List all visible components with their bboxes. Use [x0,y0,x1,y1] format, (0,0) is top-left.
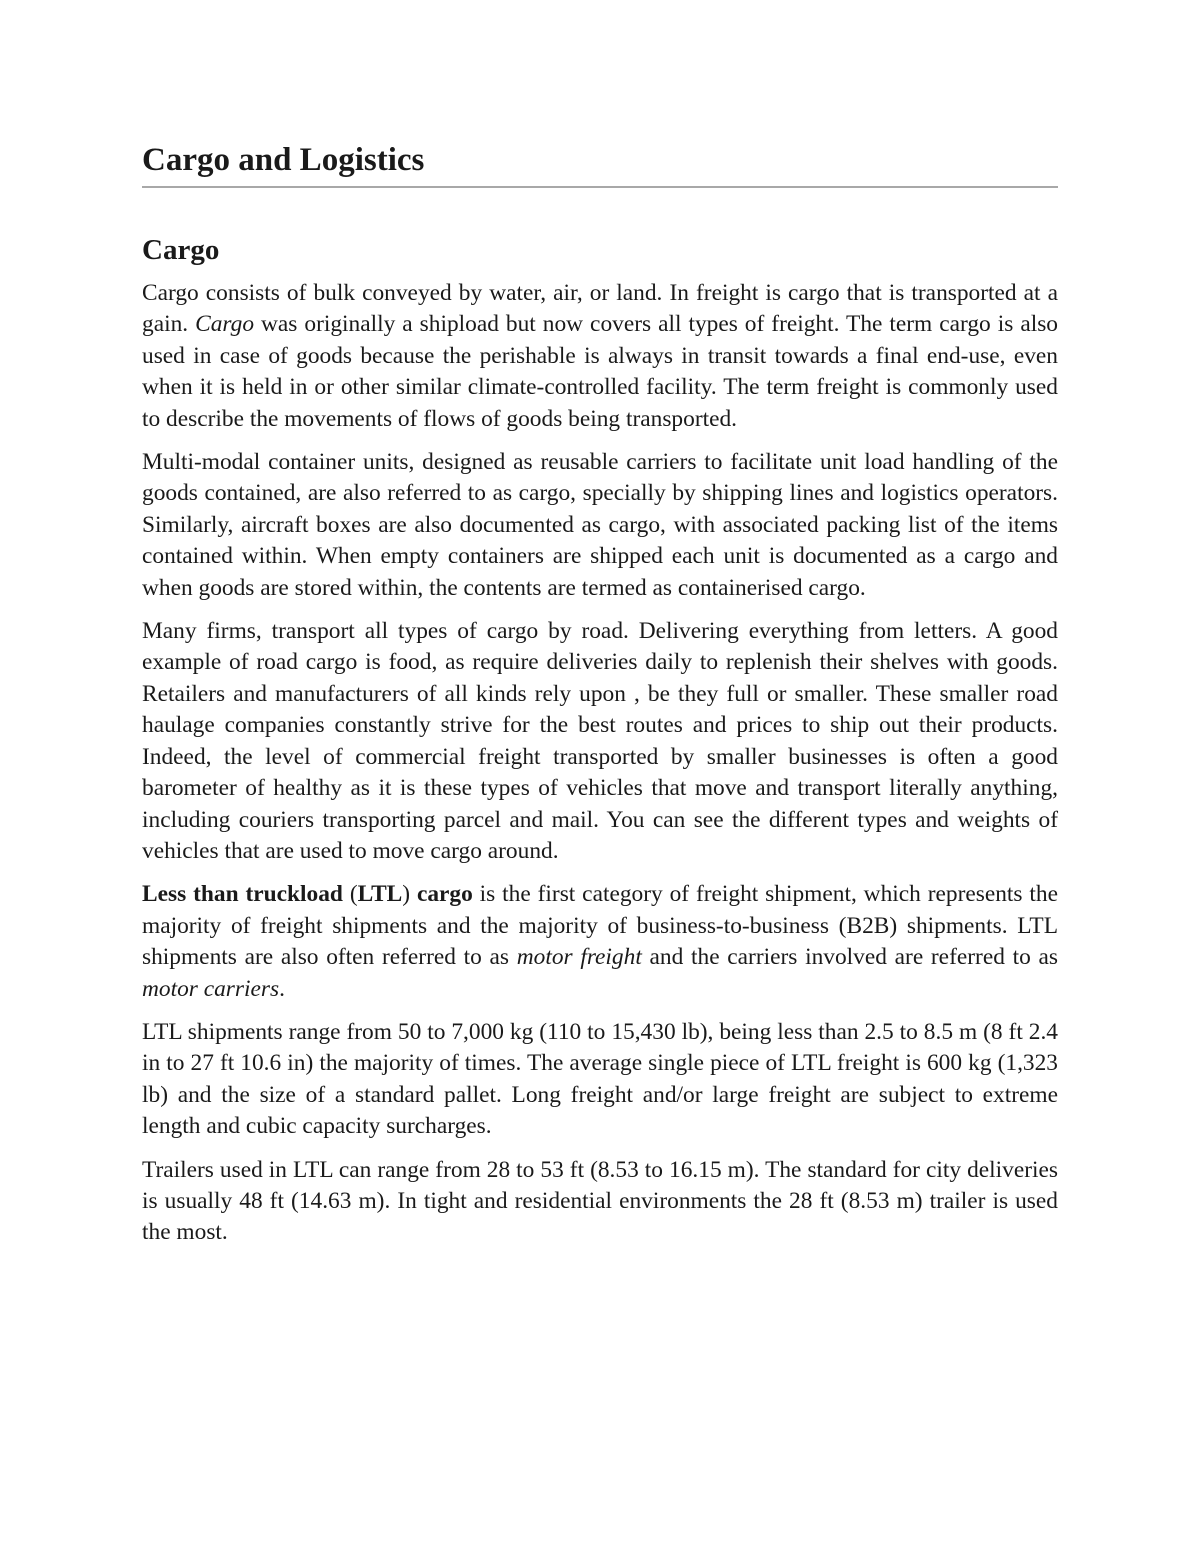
paragraph-ltl-trailers: Trailers used in LTL can range from 28 to 53 ft (8.53 to 16.15 m). The standard for city deliveries is usually 48 ft (14.63 m). In tight and residential environments the 28 ft (8.53 m) trailer is used the most. [142,1156,1058,1246]
bold-term-cargo: cargo [416,881,473,908]
paragraph-text: Cargo consists of bulk conveyed by water, air, or land. In freight is cargo that is transported at a gain. [142,280,1058,338]
paragraph-text: was originally a shipload but now covers all types of freight. The term cargo is also used in case of goods because the perishable is always in transit towards a final end-use, even when it is held in or other similar climate-controlled facility. The term freight is commonly used to describe the movements of flows of goods being transported. [142,311,1058,432]
bold-term-ltl: LTL [357,881,403,908]
paragraph-ltl-ranges: LTL shipments range from 50 to 7,000 kg (110 to 15,430 lb), being less than 2.5 to 8.5 m (8 ft 2.4 in to 27 ft 10.6 in) the majority of times. The average single piece of LTL freight is 600 kg (1,323 lb) and the size of a standard pallet. Long freight and/or large freight are subject to extreme length and cubic capacity surcharges. [142,1018,1058,1140]
paragraph-cargo-definition [142,278,1058,435]
paragraph-text: ) [402,881,417,908]
paragraph-text: ( [342,881,358,908]
paragraph-text: and the carriers involved are referred to as [641,944,1058,971]
paragraph-text: . [279,975,285,1002]
section-heading-cargo: Cargo [142,234,220,266]
italic-term-cargo: Cargo [195,311,255,338]
paragraph-road-cargo: Many firms, transport all types of cargo by road. Delivering everything from letters. A good example of road cargo is food, as require deliveries daily to replenish their shelves with goods. Retailers and manufacturers of all kinds rely upon , be they full or smaller. These smaller road haulage companies constantly strive for the best routes and prices to ship out their products. Indeed, the level of commercial freight transported by smaller businesses is often a good barometer of healthy as it is these types of vehicles that move and transport literally anything, including couriers transporting parcel and mail. You can see the different types and weights of vehicles that are used to move cargo around. [142,618,1058,864]
italic-term-motor-carriers: motor carriers [142,975,280,1002]
bold-term-less-than-truckload: Less than truckload [142,881,343,908]
document-page [142,140,1058,1261]
paragraph-ltl-definition [142,879,1058,1005]
paragraph-container-units: Multi-modal container units, designed as reusable carriers to facilitate unit load handling of the goods contained, are also referred to as cargo, specially by shipping lines and logistics operators. Similarly, aircraft boxes are also documented as cargo, with associated packing list of the items contained within. When empty containers are shipped each unit is documented as a cargo and when goods are stored within, the contents are termed as containerised cargo. [142,449,1058,601]
document-title: Cargo and Logistics [142,140,1058,188]
paragraph-text: is the first category of freight shipment, which represents the majority of freight shipments and the majority of business-to-business (B2B) shipments. LTL shipments are also often referred to as [142,881,1058,971]
italic-term-motor-freight: motor freight [516,944,642,971]
